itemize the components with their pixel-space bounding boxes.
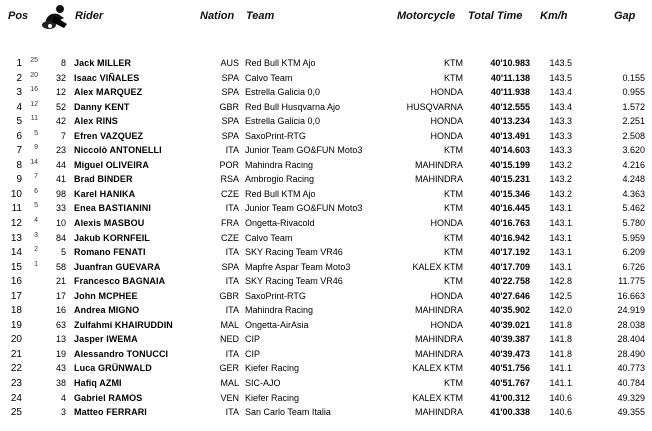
team-cell: Ongetta-AirAsia [245,319,309,330]
table-row [0,319,652,334]
table-row [0,290,652,305]
rider-name-cell: Enea BASTIANINI [74,203,152,214]
header-gap: Gap [614,10,636,22]
nation-cell: ITA [225,247,239,258]
table-row [0,246,652,261]
nation-cell: SPA [221,130,239,141]
gap-cell: 49.355 [617,407,645,418]
gap-cell: 28.038 [617,319,645,330]
position-cell: 5 [16,116,22,128]
gap-cell: 3.620 [622,145,645,156]
rider-number-cell: 63 [55,319,66,330]
gap-cell: 40.773 [617,363,645,374]
team-cell: Red Bull KTM Ajo [245,188,316,199]
motorcycle-cell: MAHINDRA [414,159,463,170]
rider-number-cell: 32 [55,72,66,83]
total-time-cell: 40'15.231 [490,174,530,185]
table-row [0,72,652,87]
rider-number-cell: 44 [55,159,66,170]
position-cell: 4 [16,101,22,113]
speed-cell: 141.8 [549,334,572,345]
motorcycle-cell: KTM [444,247,463,258]
rider-number-cell: 3 [60,407,66,418]
position-cell: 8 [16,159,22,171]
speed-cell: 142.5 [549,290,572,301]
rider-number-cell: 5 [60,247,66,258]
total-time-cell: 40'14.603 [490,145,530,156]
rider-number-cell: 98 [55,188,66,199]
rider-name-cell: Gabriel RAMOS [74,392,143,403]
total-time-cell: 41'00.312 [490,392,530,403]
grid-position-cell: 1 [34,260,38,268]
rider-number-cell: 38 [55,378,66,389]
speed-cell: 143.1 [549,203,572,214]
total-time-cell: 40'35.902 [490,305,530,316]
gap-cell: 5.462 [622,203,645,214]
rider-number-cell: 12 [55,87,66,98]
grid-position-cell: 25 [30,57,38,64]
rider-number-cell: 7 [60,130,66,141]
grid-position-cell: 14 [30,158,38,166]
team-cell: Calvo Team [245,72,293,83]
position-cell: 6 [16,130,22,142]
nation-cell: SPA [221,116,239,127]
speed-cell: 143.1 [549,261,572,272]
total-time-cell: 40'12.555 [490,101,530,112]
motorcycle-cell: KALEX KTM [412,363,463,374]
rider-name-cell: Efren VAZQUEZ [74,130,144,141]
total-time-cell: 40'51.756 [490,363,530,374]
motorcycle-cell: HONDA [430,87,463,98]
total-time-cell: 40'22.758 [490,276,530,287]
table-row [0,362,652,377]
speed-cell: 142.8 [549,276,572,287]
speed-cell: 143.3 [549,116,572,127]
position-cell: 24 [10,392,22,404]
motorcycle-rider-logo-icon [40,4,70,30]
table-row [0,377,652,392]
motorcycle-cell: KALEX KTM [412,392,463,403]
table-row [0,304,652,319]
motorcycle-cell: MAHINDRA [414,174,463,185]
total-time-cell: 40'16.445 [490,203,530,214]
gap-cell: 0.955 [622,87,645,98]
position-cell: 19 [10,319,22,331]
position-cell: 17 [10,290,22,302]
grid-position-cell: 5 [34,129,38,137]
gap-cell: 0.155 [622,72,645,83]
speed-cell: 143.2 [549,188,572,199]
results-header [0,0,652,30]
nation-cell: MAL [220,319,239,330]
motorcycle-cell: KTM [444,232,463,243]
rider-name-cell: Jack MILLER [74,58,132,68]
nation-cell: RSA [220,174,239,185]
team-cell: SIC-AJO [245,378,281,389]
total-time-cell: 41'00.338 [490,407,530,418]
rider-name-cell: Romano FENATI [74,247,146,258]
nation-cell: GER [219,363,239,374]
table-row [0,348,652,363]
team-cell: Mahindra Racing [245,159,314,170]
rider-name-cell: Matteo FERRARI [74,407,147,418]
nation-cell: SPA [221,72,239,83]
grid-position-cell: 11 [30,115,38,123]
gap-cell: 28.490 [617,348,645,359]
gap-cell: 4.248 [622,174,645,185]
speed-cell: 141.8 [549,348,572,359]
rider-name-cell: Karel HANIKA [74,188,136,199]
total-time-cell: 40'39.473 [490,348,530,359]
rider-number-cell: 16 [55,305,66,316]
team-cell: Junior Team GO&FUN Moto3 [245,145,363,156]
header-rider: Rider [75,10,104,22]
gap-cell: 1.572 [622,101,645,112]
motorcycle-cell: HONDA [430,218,463,229]
motorcycle-cell: KTM [444,203,463,214]
motorcycle-cell: KTM [444,188,463,199]
grid-position-cell: 4 [34,217,38,225]
position-cell: 3 [16,87,22,99]
speed-cell: 143.3 [549,145,572,156]
position-cell: 15 [10,261,22,273]
total-time-cell: 40'16.942 [490,232,530,243]
grid-position-cell: 16 [30,86,38,94]
team-cell: CIP [245,348,261,359]
table-row [0,217,652,232]
gap-cell: 6.726 [622,261,645,272]
position-cell: 23 [10,378,22,390]
rider-name-cell: Alex MARQUEZ [74,87,143,98]
results-table [0,57,652,421]
total-time-cell: 40'11.138 [490,72,530,83]
team-cell: SaxoPrint-RTG [245,130,306,141]
rider-name-cell: Miguel OLIVEIRA [74,159,150,170]
rider-name-cell: Zulfahmi KHAIRUDDIN [74,319,173,330]
speed-cell: 143.1 [549,218,572,229]
position-cell: 18 [10,305,22,317]
total-time-cell: 40'39.021 [490,319,530,330]
total-time-cell: 40'27.646 [490,290,530,301]
rider-number-cell: 58 [55,261,66,272]
gap-cell: 4.363 [622,188,645,199]
rider-name-cell: Danny KENT [74,101,130,112]
grid-position-cell: 5 [34,202,38,210]
position-cell: 13 [10,232,22,244]
motorcycle-cell: KTM [444,378,463,389]
speed-cell: 143.1 [549,232,572,243]
team-cell: Ongetta-Rivacold [245,218,315,229]
gap-cell: 6.209 [622,247,645,258]
speed-cell: 143.4 [549,101,572,112]
nation-cell: CZE [221,232,239,243]
header-kmh: Km/h [540,10,568,22]
rider-number-cell: 41 [55,174,66,185]
team-cell: Mapfre Aspar Team Moto3 [245,261,351,272]
gap-cell: 5.780 [622,218,645,229]
nation-cell: ITA [225,145,239,156]
table-row [0,115,652,130]
table-row [0,261,652,276]
total-time-cell: 40'17.709 [490,261,530,272]
team-cell: Kiefer Racing [245,392,300,403]
nation-cell: VEN [220,392,239,403]
rider-name-cell: Alessandro TONUCCI [74,348,169,359]
rider-name-cell: Francesco BAGNAIA [74,276,166,287]
speed-cell: 142.0 [549,305,572,316]
table-row [0,275,652,290]
nation-cell: CZE [221,188,239,199]
rider-name-cell: Jakub KORNFEIL [74,232,150,243]
position-cell: 10 [10,188,22,200]
nation-cell: FRA [221,218,239,229]
motorcycle-cell: KTM [444,145,463,156]
team-cell: Red Bull KTM Ajo [245,58,316,68]
position-cell: 12 [10,218,22,230]
team-cell: SKY Racing Team VR46 [245,247,343,258]
motorcycle-cell: MAHINDRA [414,407,463,418]
speed-cell: 141.1 [549,378,572,389]
position-cell: 14 [10,247,22,259]
gap-cell: 24.919 [617,305,645,316]
grid-position-cell: 9 [34,144,38,152]
speed-cell: 141.8 [549,319,572,330]
gap-cell: 5.959 [622,232,645,243]
rider-number-cell: 52 [55,101,66,112]
rider-number-cell: 13 [55,334,66,345]
speed-cell: 140.6 [549,407,572,418]
position-cell: 2 [16,72,22,84]
speed-cell: 143.5 [549,72,572,83]
team-cell: San Carlo Team Italia [245,407,331,418]
nation-cell: ITA [225,348,239,359]
rider-name-cell: Jasper IWEMA [74,334,138,345]
grid-position-cell: 2 [34,246,38,254]
position-cell: 1 [16,58,22,69]
table-row [0,392,652,407]
speed-cell: 143.2 [549,159,572,170]
header-motorcycle: Motorcycle [397,10,456,22]
header-team: Team [246,10,275,22]
table-row [0,173,652,188]
total-time-cell: 40'39.387 [490,334,530,345]
team-cell: Kiefer Racing [245,363,300,374]
grid-position-cell: 12 [30,100,38,108]
table-row [0,406,652,421]
gap-cell: 40.784 [617,378,645,389]
gap-cell: 2.251 [622,116,645,127]
grid-position-cell: 7 [34,173,38,181]
total-time-cell: 40'16.763 [490,218,530,229]
position-cell: 16 [10,276,22,288]
header-total-time: Total Time [468,10,523,22]
table-row [0,232,652,247]
table-row [0,188,652,203]
table-row [0,159,652,174]
position-cell: 9 [16,174,22,186]
total-time-cell: 40'51.767 [490,378,530,389]
position-cell: 7 [16,145,22,157]
table-row [0,57,652,72]
nation-cell: ITA [225,276,239,287]
motorcycle-cell: HONDA [430,130,463,141]
motorcycle-cell: MAHINDRA [414,305,463,316]
motorcycle-cell: HUSQVARNA [406,101,463,112]
rider-number-cell: 43 [55,363,66,374]
total-time-cell: 40'17.192 [490,247,530,258]
rider-name-cell: Alexis MASBOU [74,218,145,229]
rider-name-cell: Hafiq AZMI [74,378,122,389]
nation-cell: ITA [225,203,239,214]
motorcycle-cell: MAHINDRA [414,334,463,345]
nation-cell: ITA [225,407,239,418]
team-cell: Red Bull Husqvarna Ajo [245,101,341,112]
motorcycle-cell: MAHINDRA [414,348,463,359]
position-cell: 11 [11,203,22,215]
table-row [0,86,652,101]
rider-number-cell: 33 [55,203,66,214]
rider-number-cell: 19 [55,348,66,359]
nation-cell: SPA [221,87,239,98]
table-row [0,101,652,116]
position-cell: 22 [10,363,22,375]
rider-number-cell: 4 [60,392,66,403]
rider-number-cell: 10 [55,218,66,229]
rider-name-cell: Niccolò ANTONELLI [74,145,162,156]
rider-number-cell: 84 [55,232,66,243]
nation-cell: AUS [220,58,239,68]
rider-name-cell: Andrea MIGNO [74,305,140,316]
rider-number-cell: 17 [55,290,66,301]
team-cell: Estrella Galicia 0,0 [245,116,321,127]
speed-cell: 143.1 [549,247,572,258]
motorcycle-cell: KTM [444,72,463,83]
team-cell: Ambrogio Racing [245,174,315,185]
rider-number-cell: 42 [55,116,66,127]
team-cell: CIP [245,334,261,345]
gap-cell: 28.404 [617,334,645,345]
team-cell: SKY Racing Team VR46 [245,276,343,287]
speed-cell: 143.2 [549,174,572,185]
total-time-cell: 40'15.346 [490,188,530,199]
header-pos: Pos [8,10,29,22]
total-time-cell: 40'13.491 [490,130,530,141]
total-time-cell: 40'13.234 [490,116,530,127]
nation-cell: POR [219,159,239,170]
rider-number-cell: 21 [55,276,66,287]
nation-cell: NED [219,334,239,345]
team-cell: Calvo Team [245,232,293,243]
motorcycle-cell: HONDA [430,290,463,301]
speed-cell: 143.5 [549,58,572,68]
rider-number-cell: 8 [60,58,66,68]
gap-cell: 11.775 [618,276,645,287]
team-cell: Junior Team GO&FUN Moto3 [245,203,363,214]
table-row [0,202,652,217]
position-cell: 20 [10,334,22,346]
position-cell: 21 [10,348,22,360]
total-time-cell: 40'15.199 [490,159,530,170]
rider-number-cell: 23 [55,145,66,156]
header-nation: Nation [200,10,235,22]
nation-cell: GBR [219,101,239,112]
nation-cell: ITA [225,305,239,316]
speed-cell: 143.4 [549,87,572,98]
rider-name-cell: Brad BINDER [74,174,133,185]
motorcycle-cell: KTM [444,276,463,287]
speed-cell: 140.6 [549,392,572,403]
motorcycle-cell: KTM [444,58,463,68]
nation-cell: MAL [220,378,239,389]
table-row [0,333,652,348]
rider-name-cell: Juanfran GUEVARA [74,261,161,272]
speed-cell: 141.1 [549,363,572,374]
nation-cell: GBR [219,290,239,301]
gap-cell: 49.329 [617,392,645,403]
motorcycle-cell: KALEX KTM [412,261,463,272]
table-row [0,130,652,145]
team-cell: Estrella Galicia 0,0 [245,87,321,98]
table-row [0,144,652,159]
gap-cell: 16.663 [617,290,645,301]
team-cell: Mahindra Racing [245,305,314,316]
gap-cell: 2.508 [622,130,645,141]
gap-cell: 4.216 [622,159,645,170]
position-cell: 25 [10,407,22,419]
rider-name-cell: Isaac VIÑALES [74,72,140,83]
total-time-cell: 40'11.938 [490,87,530,98]
motorcycle-cell: HONDA [430,116,463,127]
rider-name-cell: John MCPHEE [74,290,138,301]
rider-name-cell: Alex RINS [74,116,118,127]
grid-position-cell: 6 [34,187,38,195]
rider-name-cell: Luca GRÜNWALD [74,363,152,374]
motorcycle-cell: HONDA [430,319,463,330]
team-cell: SaxoPrint-RTG [245,290,306,301]
nation-cell: SPA [221,261,239,272]
speed-cell: 143.3 [549,130,572,141]
total-time-cell: 40'10.983 [490,58,530,68]
grid-position-cell: 20 [30,71,38,79]
grid-position-cell: 3 [34,231,38,239]
